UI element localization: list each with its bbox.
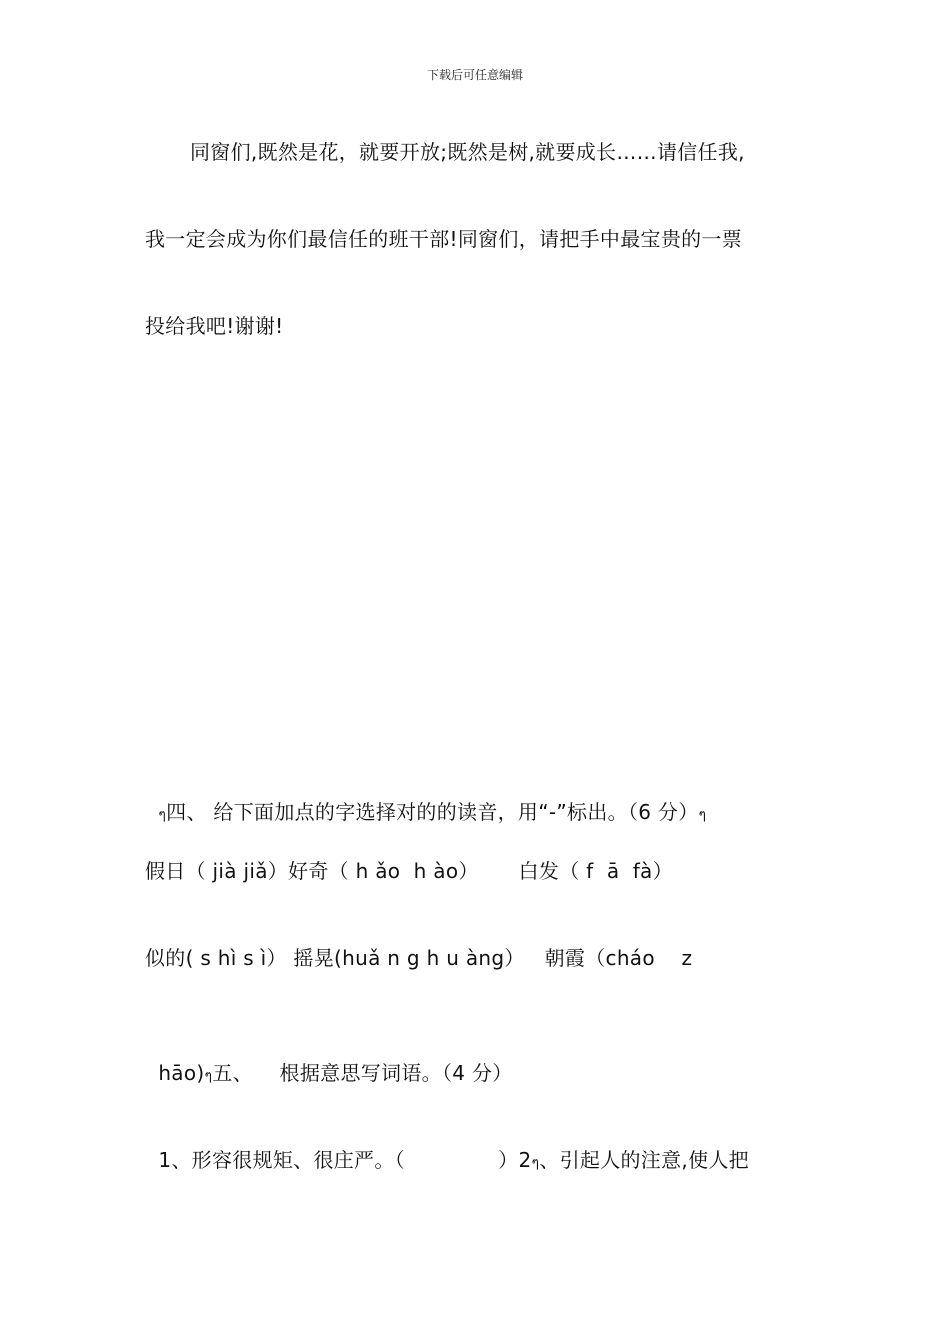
section-5-item-2: 、引起人的注意,使人把 <box>539 1148 749 1172</box>
section-4-heading-line <box>145 770 810 829</box>
section-5-item-1: 1、形容很规矩、很庄严。（ ）2 <box>158 1148 532 1172</box>
bullet-mark-icon: ๆ <box>698 807 707 823</box>
paragraph-line-1: 同窗们,既然是花，就要开放;既然是树,就要成长……请信任我, <box>190 140 745 164</box>
bullet-mark-icon: ๆ <box>531 1155 540 1171</box>
section-5-item-line <box>145 1118 810 1177</box>
paragraph-line-3: 投给我吧!谢谢! <box>145 314 284 338</box>
paragraph-line-2: 我一定会成为你们最信任的班干部!同窗们，请把手中最宝贵的一票 <box>145 227 743 251</box>
pinyin-row-2: 似的( s hì s ì） 摇晃(huǎ n g h u àng） 朝霞（cháo z <box>145 946 693 970</box>
bullet-mark-icon: ๆ <box>158 807 167 823</box>
pinyin-row-1: 假日（ jià jiǎ）好奇（ h ǎo h ào） 白发（ f ā fà） <box>145 859 673 883</box>
pinyin-row-3-line <box>145 1031 810 1090</box>
bullet-mark-icon: ๆ <box>204 1068 213 1084</box>
section-5-heading: 五、 根据意思写词语。（4 分） <box>212 1061 513 1085</box>
pinyin-row-3-start: hāo) <box>158 1061 205 1085</box>
section-4-heading: 四、 给下面加点的字选择对的的读音，用“-”标出。（6 分） <box>166 800 699 824</box>
page-header: 下载后可任意编辑 <box>426 68 523 82</box>
